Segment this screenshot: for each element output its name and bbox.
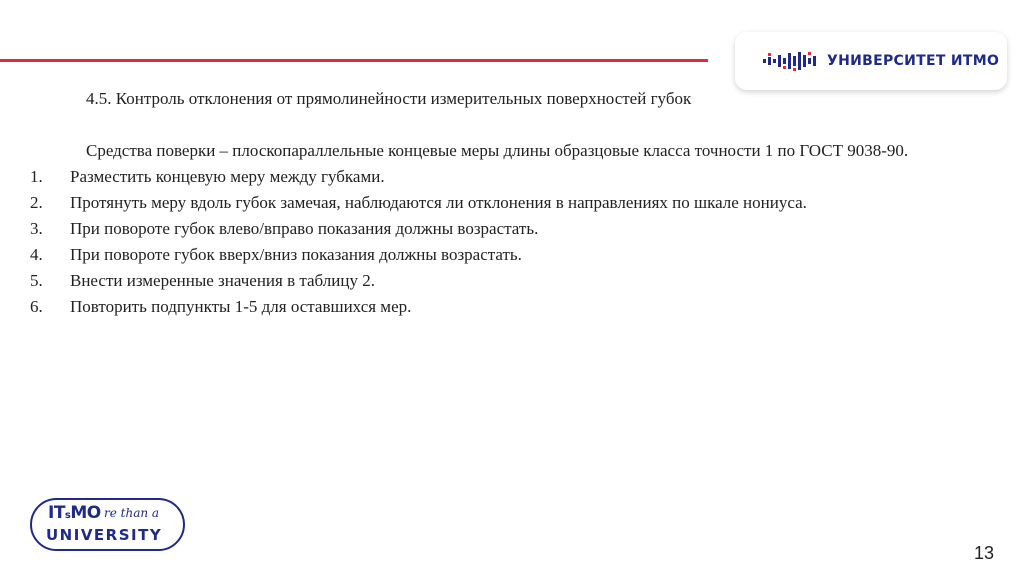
tools-paragraph: Средства поверки – плоскопараллельные концевые меры длины образцовые класса точности 1 по ГОСТ 9038-90. [86, 141, 909, 160]
list-item [30, 268, 980, 294]
logo-university-text: UNIVERSITY [46, 526, 163, 544]
step-number: 5. [30, 271, 43, 290]
list-item [30, 242, 980, 268]
step-number: 3. [30, 219, 43, 238]
step-text: При повороте губок вверх/вниз показания должны возрастать. [70, 245, 522, 264]
logo-more-than-a-text: re than a [104, 506, 160, 520]
section-heading: 4.5. Контроль отклонения от прямолинейности измерительных поверхностей губок [86, 89, 692, 108]
step-text: Протянуть меру вдоль губок замечая, наблюдаются ли отклонения в направлениях по шкале нониуса. [70, 193, 807, 212]
slide-content [30, 86, 980, 320]
itmo-logo [735, 32, 1007, 90]
logo-itmo-text: ITsMO [48, 503, 101, 523]
itmo-dots-icon [763, 50, 819, 72]
step-text: Повторить подпункты 1-5 для оставшихся мер. [70, 297, 412, 316]
list-item [30, 190, 980, 216]
itmo-logo-text: УНИВЕРСИТЕТ ИТМО [827, 53, 1000, 69]
page-number: 13 [973, 543, 994, 563]
list-item [30, 216, 980, 242]
step-number: 4. [30, 245, 43, 264]
step-number: 2. [30, 193, 43, 212]
step-text: Внести измеренные значения в таблицу 2. [70, 271, 375, 290]
list-item [30, 164, 980, 190]
steps-list [30, 164, 980, 320]
step-number: 1. [30, 167, 43, 186]
list-item [30, 294, 980, 320]
step-text: При повороте губок влево/вправо показания должны возрастать. [70, 219, 539, 238]
step-text: Разместить концевую меру между губками. [70, 167, 385, 186]
header-accent-line [0, 59, 708, 62]
itmo-university-logo [30, 498, 185, 551]
step-number: 6. [30, 297, 43, 316]
